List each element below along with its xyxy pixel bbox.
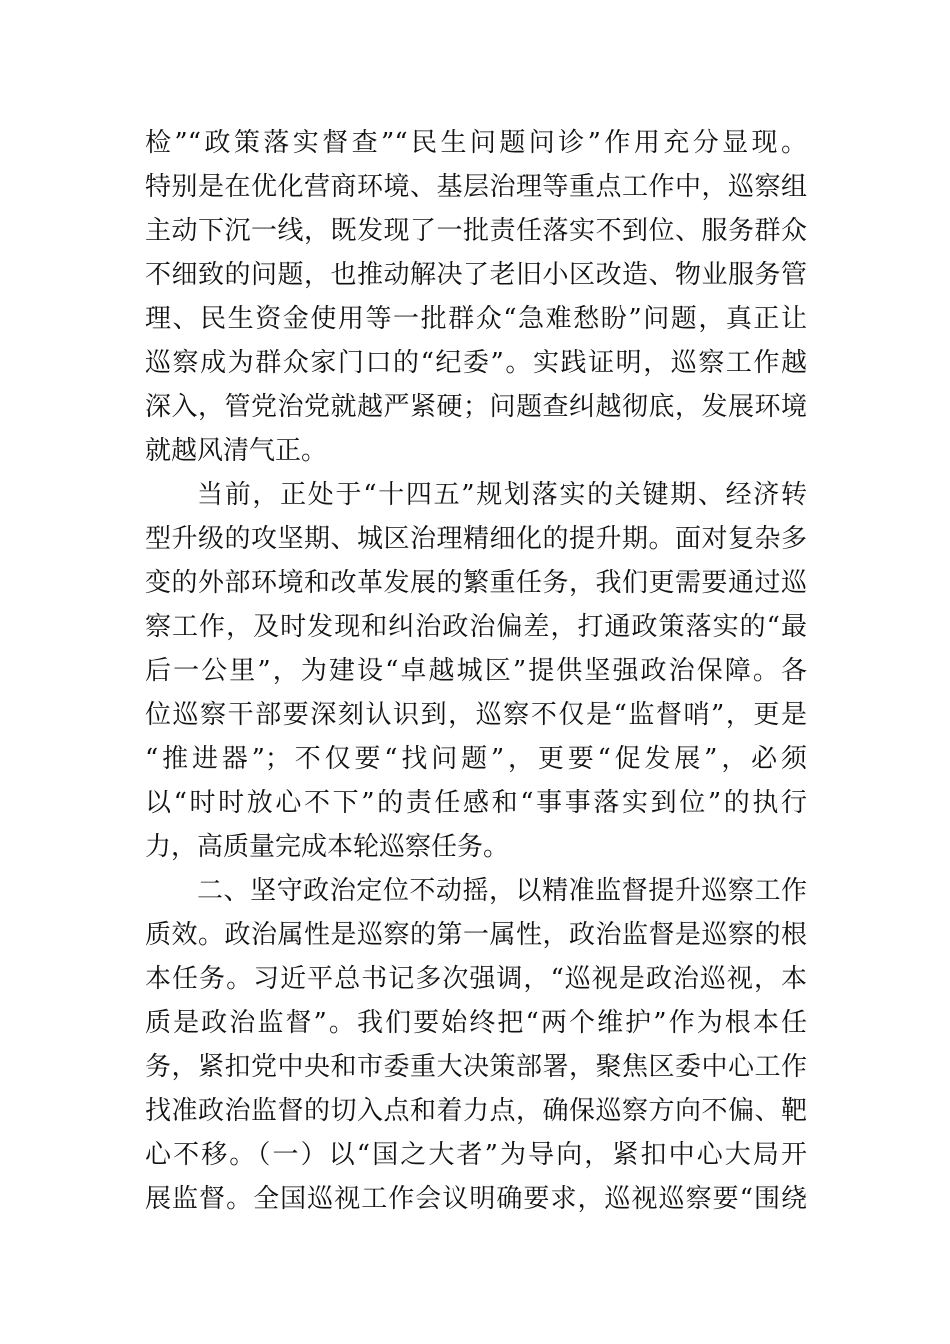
text-line: 就越风清气正。 <box>145 436 328 466</box>
text-line: 检”“政策落实督查”“民生问题问诊”作用充分显现。 <box>145 128 807 158</box>
text-line: 位巡察干部要深刻认识到，巡察不仅是“监督哨”，更是 <box>145 700 807 730</box>
text-line: 本任务。习近平总书记多次强调，“巡视是政治巡视，本 <box>145 964 807 994</box>
text-line: 质是政治监督”。我们要始终把“两个维护”作为根本任 <box>145 1008 807 1038</box>
text-line: 当前，正处于“十四五”规划落实的关键期、经济转 <box>197 480 807 510</box>
document-page <box>145 121 807 1221</box>
text-line: 变的外部环境和改革发展的繁重任务，我们更需要通过巡 <box>145 568 807 598</box>
text-line: 察工作，及时发现和纠治政治偏差，打通政策落实的“最 <box>145 612 807 642</box>
text-line: 主动下沉一线，既发现了一批责任落实不到位、服务群众 <box>145 216 807 246</box>
text-line: 找准政治监督的切入点和着力点，确保巡察方向不偏、靶 <box>145 1096 807 1126</box>
paragraph-3 <box>145 869 807 1221</box>
text-line: 不细致的问题，也推动解决了老旧小区改造、物业服务管 <box>145 260 807 290</box>
text-line: 后一公里”，为建设“卓越城区”提供坚强政治保障。各 <box>145 656 807 686</box>
text-line: 理、民生资金使用等一批群众“急难愁盼”问题，真正让 <box>145 304 807 334</box>
text-line: 深入，管党治党就越严紧硬；问题查纠越彻底，发展环境 <box>145 392 807 422</box>
paragraph-1 <box>145 121 807 473</box>
text-line: 以“时时放心不下”的责任感和“事事落实到位”的执行 <box>145 788 807 818</box>
text-line: 特别是在优化营商环境、基层治理等重点工作中，巡察组 <box>145 172 807 202</box>
section-heading-line: 二、坚守政治定位不动摇，以精准监督提升巡察工作 <box>197 876 807 906</box>
text-line: “推进器”；不仅要“找问题”，更要“促发展”，必须 <box>145 744 807 774</box>
paragraph-2 <box>145 473 807 869</box>
text-line: 质效。政治属性是巡察的第一属性，政治监督是巡察的根 <box>145 920 807 950</box>
text-line: 型升级的攻坚期、城区治理精细化的提升期。面对复杂多 <box>145 524 807 554</box>
text-line: 展监督。全国巡视工作会议明确要求，巡视巡察要“围绕 <box>145 1184 807 1214</box>
text-line: 巡察成为群众家门口的“纪委”。实践证明，巡察工作越 <box>145 348 807 378</box>
text-line: 力，高质量完成本轮巡察任务。 <box>145 832 510 862</box>
text-line: 心不移。（一）以“国之大者”为导向，紧扣中心大局开 <box>145 1140 807 1170</box>
text-line: 务，紧扣党中央和市委重大决策部署，聚焦区委中心工作 <box>145 1052 807 1082</box>
